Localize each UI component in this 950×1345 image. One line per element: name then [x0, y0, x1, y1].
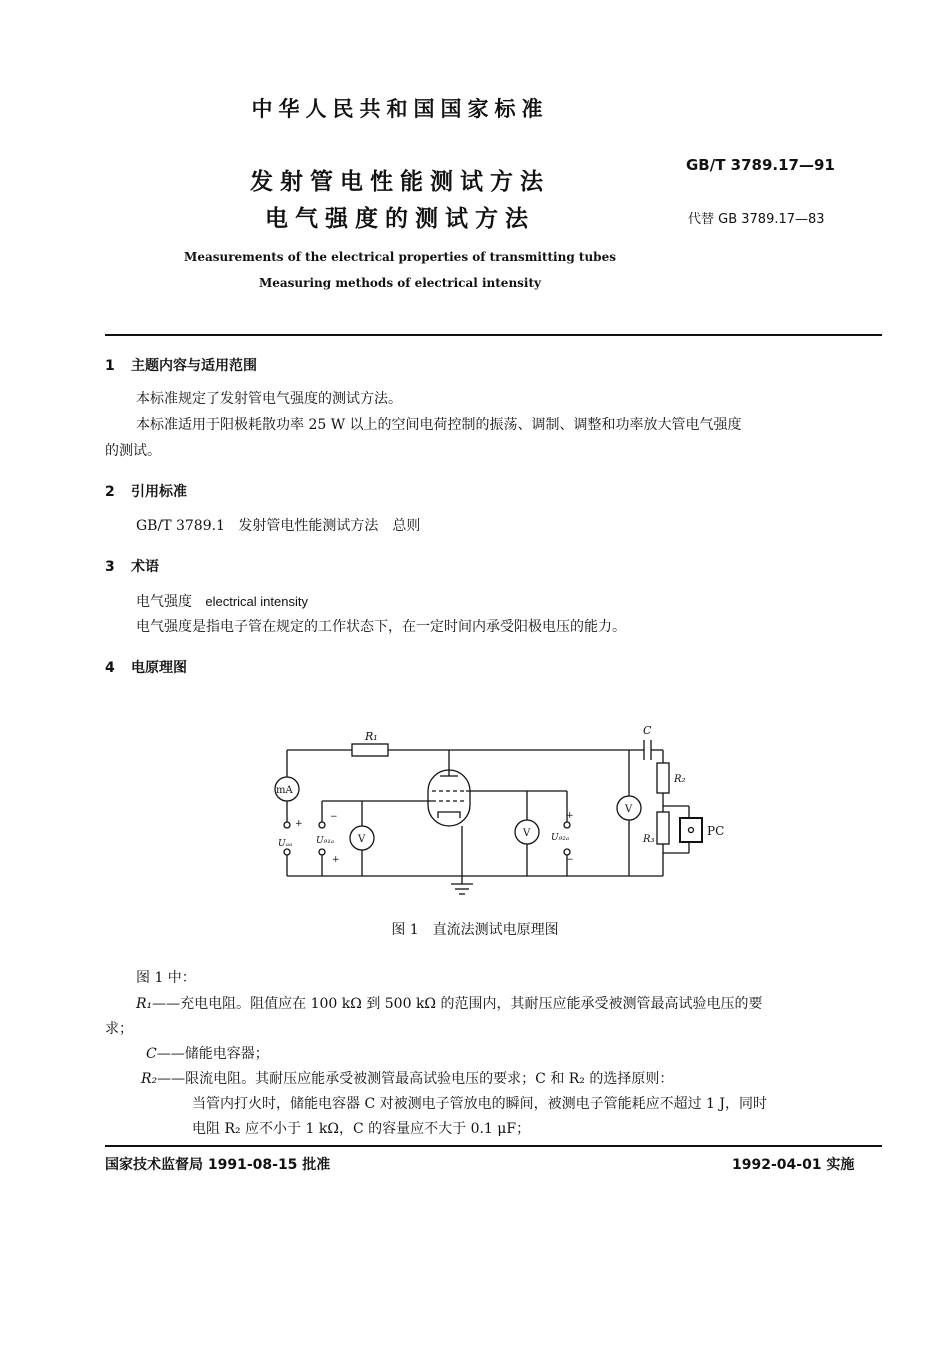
legend-symbol: C—— — [146, 1046, 185, 1062]
section-title: 术语 — [131, 559, 159, 575]
legend-r2-note-1: 当管内打火时，储能电容器 C 对被测电子管放电的瞬间，被测电子管能耗应不超过 1 J，同时 — [192, 1096, 768, 1112]
reference-code: GB/T 3789.1 — [136, 518, 225, 534]
section-title: 引用标准 — [131, 484, 187, 500]
section-number: 3 — [105, 559, 115, 575]
english-title-2: Measuring methods of electrical intensity — [258, 276, 541, 290]
s1-paragraph-2: 本标准适用于阳极耗散功率 25 W 以上的空间电荷控制的振荡、调制、调整和功率放大管电气强度 — [136, 417, 742, 433]
legend-r1-cont: 求； — [105, 1021, 133, 1037]
legend-symbol: R₁—— — [136, 996, 181, 1012]
label-c: C — [643, 724, 652, 737]
label-v3: V — [625, 804, 633, 815]
s1-paragraph-1: 本标准规定了发射管电气强度的测试方法。 — [136, 391, 402, 407]
label-ug2: U₉₂ₐ — [551, 833, 570, 843]
s1-paragraph-2-cont: 的测试。 — [105, 443, 161, 459]
term-zh: 电气强度 — [136, 594, 192, 610]
section-number: 1 — [105, 358, 115, 374]
sign-minus: − — [566, 855, 574, 865]
sign-plus: + — [566, 811, 574, 821]
resistor-r3 — [657, 812, 669, 844]
resistor-r2 — [657, 763, 669, 793]
label-r2: R₂ — [674, 774, 686, 785]
label-r1: R₁ — [365, 730, 378, 743]
sign-plus: + — [295, 819, 303, 829]
legend-c — [146, 1044, 269, 1064]
label-r3: R₃ — [643, 834, 655, 845]
english-title-1: Measurements of the electrical properties of transmitting tubes — [184, 250, 616, 264]
section-title: 电原理图 — [131, 660, 187, 676]
legend-text: 充电电阻。阻值应在 100 kΩ 到 500 kΩ 的范围内，其耐压应能承受被测管最高试验电压的要 — [180, 996, 763, 1012]
figure-caption: 图 1 直流法测试电原理图 — [391, 922, 559, 938]
replaces-standard: 代替 GB 3789.17—83 — [688, 212, 825, 227]
effective-date: 1992-04-01 实施 — [732, 1157, 855, 1173]
legend-symbol: R₂—— — [141, 1071, 186, 1087]
resistor-r1 — [352, 744, 388, 756]
legend-r2 — [141, 1069, 673, 1089]
title-line-2: 电气强度的测试方法 — [265, 206, 535, 232]
label-ug1: U₉₁ₐ — [316, 836, 335, 846]
label-v2: V — [523, 828, 531, 839]
section-number: 2 — [105, 484, 115, 500]
issuing-authority: 中华人民共和国国家标准 — [251, 97, 549, 121]
vacuum-tube — [428, 770, 470, 826]
term-definition: 电气强度是指电子管在规定的工作状态下，在一定时间内承受阳极电压的能力。 — [136, 619, 626, 635]
label-pc: PC — [707, 824, 725, 838]
label-v1: V — [358, 834, 366, 845]
label-ma: mA — [276, 785, 293, 796]
legend-r2-note-2: 电阻 R₂ 应不小于 1 kΩ，C 的容量应不大于 0.1 μF； — [192, 1121, 531, 1137]
reference-title: 发射管电性能测试方法 总则 — [238, 518, 421, 534]
footer-divider — [105, 1145, 882, 1147]
term-en: electrical intensity — [205, 594, 308, 609]
legend-intro: 图 1 中： — [136, 970, 196, 986]
standard-number: GB/T 3789.17—91 — [686, 156, 835, 174]
pc-meter — [680, 818, 702, 842]
legend-text: 储能电容器； — [184, 1046, 269, 1062]
legend-r1 — [136, 994, 762, 1014]
legend-text: 限流电阻。其耐压应能承受被测管最高试验电压的要求；C 和 R₂ 的选择原则： — [185, 1071, 674, 1087]
sign-minus: − — [330, 812, 338, 822]
sign-plus: + — [332, 855, 340, 865]
approval-note: 国家技术监督局 1991-08-15 批准 — [105, 1157, 331, 1173]
section-title: 主题内容与适用范围 — [131, 358, 257, 374]
section-number: 4 — [105, 660, 115, 676]
label-ua: Uₐₐ — [278, 839, 293, 849]
title-line-1: 发射管电性能测试方法 — [250, 169, 550, 195]
